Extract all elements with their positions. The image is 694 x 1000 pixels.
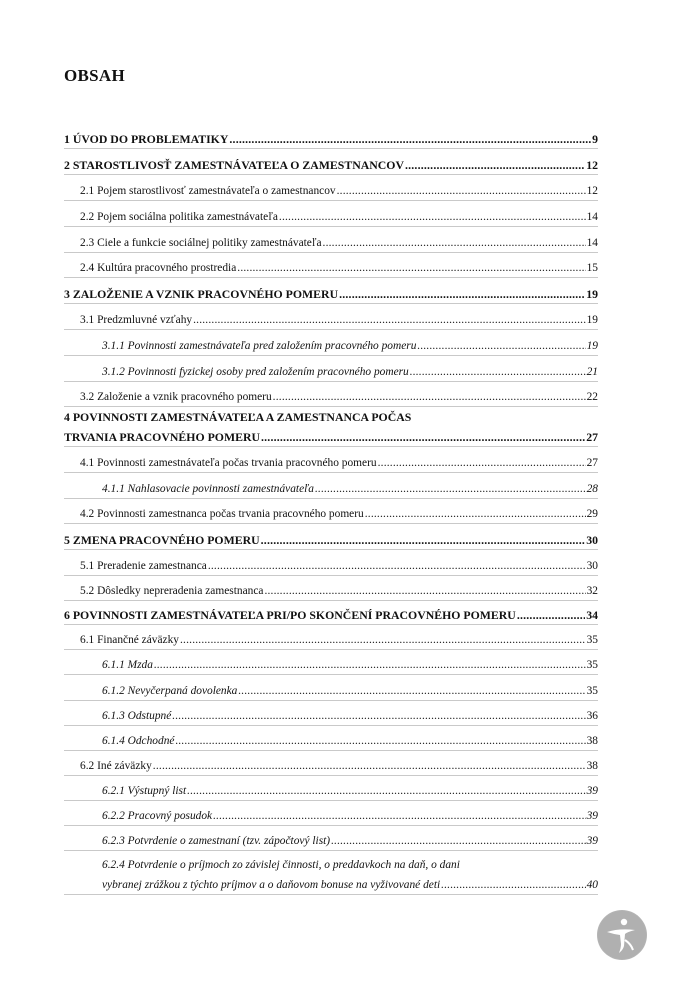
toc-entry-label: 5 ZMENA PRACOVNÉHO POMERU [64, 533, 260, 547]
row-divider [64, 148, 598, 149]
row-divider [64, 472, 598, 473]
toc-entry[interactable] [80, 210, 598, 224]
toc-entry-label: 6.1.3 Odstupné [102, 710, 172, 722]
toc-entry[interactable] [80, 236, 598, 250]
dot-leader [187, 784, 585, 798]
dot-leader [417, 339, 585, 353]
toc-entry-page-number: 36 [586, 710, 598, 722]
toc-entry-page-number: 39 [586, 835, 598, 847]
toc-entry-label: 6.1.1 Mzda [102, 659, 153, 671]
toc-entry-label: 5.2 Dôsledky nepreradenia zamestnanca [80, 585, 264, 597]
toc-entry[interactable] [80, 633, 598, 647]
toc-entry[interactable] [80, 261, 598, 275]
toc-entry[interactable] [80, 759, 598, 773]
row-divider [64, 252, 598, 253]
toc-entry-label: 3 ZALOŽENIE A VZNIK PRACOVNÉHO POMERU [64, 287, 339, 301]
toc-entry[interactable] [80, 507, 598, 521]
toc-entry-page-number: 30 [586, 560, 598, 572]
toc-entry[interactable] [80, 390, 598, 404]
toc-entry-label: TRVANIA PRACOVNÉHO POMERU [64, 430, 260, 444]
publisher-logo [597, 910, 647, 960]
toc-entry-label: 2.2 Pojem sociálna politika zamestnávateľa [80, 211, 278, 223]
figure-logo-icon [597, 910, 647, 960]
row-divider [64, 850, 598, 851]
toc-entry-label: 6.1 Finančné záväzky [80, 634, 179, 646]
toc-entry[interactable] [102, 834, 598, 848]
toc-entry-label: 2.4 Kultúra pracovného prostredia [80, 262, 237, 274]
dot-leader [323, 236, 586, 250]
toc-entry-page-number: 39 [586, 810, 598, 822]
row-divider [64, 624, 598, 625]
toc-entry-label: 2.3 Ciele a funkcie sociálnej politiky zamestnávateľa [80, 237, 322, 249]
dot-leader [339, 287, 585, 301]
page-title: OBSAH [64, 66, 126, 85]
dot-leader [331, 834, 586, 848]
toc-entry-first-line[interactable]: 4 POVINNOSTI ZAMESTNÁVATEĽA A ZAMESTNANCA POČAS [64, 410, 412, 424]
dot-leader [337, 184, 586, 198]
toc-entry-label: 2 STAROSTLIVOSŤ ZAMESTNÁVATEĽA O ZAMESTNANCOV [64, 158, 404, 172]
toc-entry-page-number: 12 [586, 185, 598, 197]
dot-leader [180, 633, 586, 647]
dot-leader [208, 559, 586, 573]
toc-entry-page-number: 14 [586, 237, 598, 249]
toc-entry-first-line[interactable]: 6.2.4 Potvrdenie o príjmoch zo závislej činnosti, o preddavkoch na daň, o dani [102, 859, 460, 871]
row-divider [64, 406, 598, 407]
toc-entry[interactable] [102, 784, 598, 798]
dot-leader [213, 809, 586, 823]
toc-entry-label: 3.1.2 Povinnosti fyzickej osoby pred založením pracovného pomeru [102, 366, 409, 378]
toc-entry-label: 3.2 Založenie a vznik pracovného pomeru [80, 391, 272, 403]
toc-entry[interactable] [64, 608, 598, 622]
toc-entry[interactable] [102, 878, 598, 892]
row-divider [64, 446, 598, 447]
dot-leader [261, 533, 586, 547]
toc-entry-label: 6.1.2 Nevyčerpaná dovolenka [102, 685, 238, 697]
row-divider [64, 549, 598, 550]
row-divider [64, 498, 598, 499]
row-divider [64, 575, 598, 576]
toc-entry[interactable] [80, 584, 598, 598]
toc-entry[interactable] [64, 132, 598, 146]
toc-entry-page-number: 34 [586, 608, 598, 622]
toc-entry-page-number: 38 [586, 760, 598, 772]
toc-entry-page-number: 21 [586, 366, 598, 378]
toc-entry-label: 6.2.1 Výstupný list [102, 785, 187, 797]
toc-entry-page-number: 32 [586, 585, 598, 597]
dot-leader [264, 584, 585, 598]
toc-entry-label: 6.1.4 Odchodné [102, 735, 175, 747]
toc-entry-page-number: 38 [586, 735, 598, 747]
toc-entry-page-number: 19 [586, 340, 598, 352]
toc-entry[interactable] [102, 658, 598, 672]
toc-entry-page-number: 22 [586, 391, 598, 403]
toc-entry-page-number: 35 [586, 685, 598, 697]
toc-entry-label: 4.1 Povinnosti zamestnávateľa počas trvania pracovného pomeru [80, 457, 377, 469]
toc-entry[interactable] [80, 184, 598, 198]
dot-leader [229, 132, 591, 146]
row-divider [64, 523, 598, 524]
row-divider [64, 200, 598, 201]
toc-entry-page-number: 19 [586, 314, 598, 326]
toc-entry[interactable] [80, 456, 598, 470]
toc-entry[interactable] [102, 365, 598, 379]
toc-entry-label: 3.1.1 Povinnosti zamestnávateľa pred založením pracovného pomeru [102, 340, 417, 352]
toc-entry[interactable] [102, 809, 598, 823]
toc-entry[interactable] [64, 533, 598, 547]
toc-entry-label: 6.2 Iné záväzky [80, 760, 152, 772]
row-divider [64, 329, 598, 330]
row-divider [64, 277, 598, 278]
toc-entry-label: 6.2.2 Pracovný posudok [102, 810, 213, 822]
toc-entry[interactable] [102, 482, 598, 496]
dot-leader [279, 210, 586, 224]
toc-entry-page-number: 28 [586, 483, 598, 495]
toc-entry-page-number: 14 [586, 211, 598, 223]
row-divider [64, 750, 598, 751]
row-divider [64, 775, 598, 776]
toc-entry-page-number: 30 [586, 533, 598, 547]
dot-leader [261, 430, 585, 444]
row-divider [64, 303, 598, 304]
row-divider [64, 355, 598, 356]
dot-leader [172, 709, 585, 723]
row-divider [64, 725, 598, 726]
toc-entry-label: 4.2 Povinnosti zamestnanca počas trvania pracovného pomeru [80, 508, 364, 520]
toc-entry[interactable] [102, 734, 598, 748]
toc-entry-page-number: 35 [586, 634, 598, 646]
dot-leader [517, 608, 585, 622]
row-divider [64, 800, 598, 801]
toc-entry[interactable] [102, 684, 598, 698]
toc-entry-page-number: 39 [586, 785, 598, 797]
toc-entry-label: 1 ÚVOD DO PROBLEMATIKY [64, 132, 229, 146]
toc-entry-label: 3.1 Predzmluvné vzťahy [80, 314, 193, 326]
row-divider [64, 381, 598, 382]
toc-entry[interactable] [80, 313, 598, 327]
toc-entry-label: 6 POVINNOSTI ZAMESTNÁVATEĽA PRI/PO SKONČENÍ PRACOVNÉHO POMERU [64, 608, 516, 622]
row-divider [64, 174, 598, 175]
toc-entry-label: 2.1 Pojem starostlivosť zamestnávateľa o zamestnancov [80, 185, 336, 197]
toc-entry-label: 5.1 Preradenie zamestnanca [80, 560, 207, 572]
toc-entry[interactable] [64, 287, 598, 301]
toc-entry-label: 6.2.3 Potvrdenie o zamestnaní (tzv. zápočtový list) [102, 835, 331, 847]
dot-leader [237, 261, 585, 275]
dot-leader [175, 734, 585, 748]
toc-entry-page-number: 29 [586, 508, 598, 520]
toc-entry-page-number: 27 [586, 457, 598, 469]
toc-entry-page-number: 35 [586, 659, 598, 671]
dot-leader [405, 158, 585, 172]
dot-leader [193, 313, 586, 327]
toc-entry[interactable] [80, 559, 598, 573]
row-divider [64, 226, 598, 227]
toc-entry-page-number: 40 [586, 879, 598, 891]
dot-leader [238, 684, 585, 698]
toc-entry-page-number: 15 [586, 262, 598, 274]
toc-entry[interactable] [102, 709, 598, 723]
toc-entry[interactable] [64, 158, 598, 172]
row-divider [64, 600, 598, 601]
dot-leader [273, 390, 586, 404]
row-divider [64, 700, 598, 701]
toc-entry[interactable] [64, 430, 598, 444]
dot-leader [410, 365, 586, 379]
toc-entry[interactable] [102, 339, 598, 353]
toc-entry-label: vybranej zrážkou z týchto príjmov a o daňovom bonuse na vyživované deti [102, 879, 441, 891]
dot-leader [365, 507, 586, 521]
row-divider [64, 894, 598, 895]
dot-leader [153, 759, 586, 773]
row-divider [64, 825, 598, 826]
dot-leader [441, 878, 585, 892]
toc-entry-page-number: 12 [586, 158, 598, 172]
dot-leader [378, 456, 586, 470]
row-divider [64, 649, 598, 650]
dot-leader [154, 658, 586, 672]
row-divider [64, 674, 598, 675]
toc-entry-page-number: 9 [592, 132, 598, 146]
toc-entry-label: 4.1.1 Nahlasovacie povinnosti zamestnávateľa [102, 483, 314, 495]
toc-entry-page-number: 19 [586, 287, 598, 301]
dot-leader [315, 482, 586, 496]
toc-entry-page-number: 27 [586, 430, 598, 444]
